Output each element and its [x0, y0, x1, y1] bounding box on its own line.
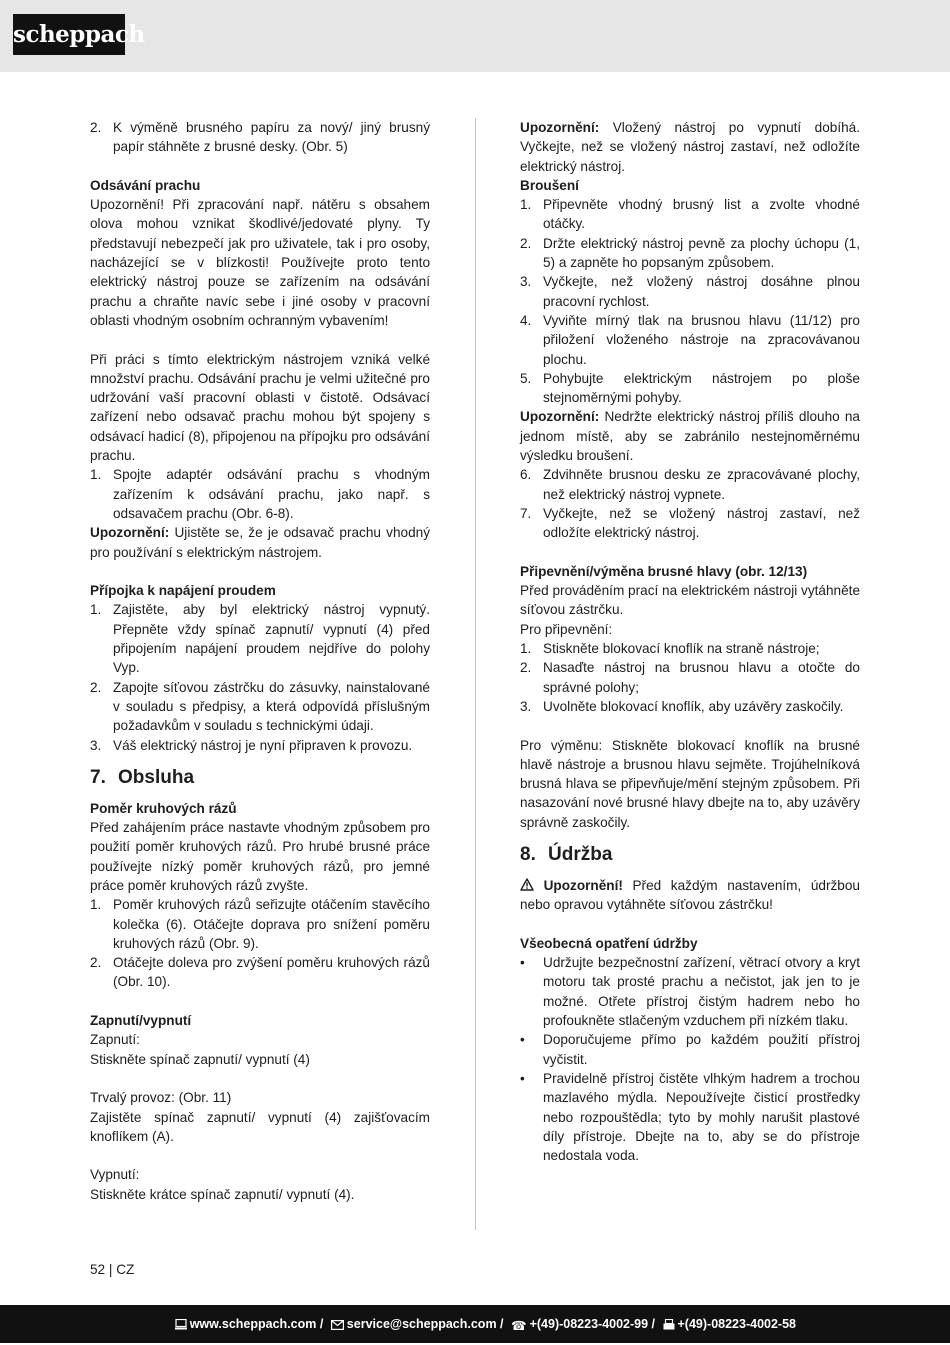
section-8-title: 8. Údržba	[520, 843, 613, 865]
maintenance-warning: Upozornění! Před každým nastavením, údržbou nebo opravou vytáhněte síťovou zástrčku!	[520, 877, 860, 913]
list-item: 1. Poměr kruhových rázů seřizujte otáčením stavěcího kolečka (6). Otáčejte doprava pro snížení poměru kruhových rázů (Obr. 9).	[90, 897, 430, 951]
mail-icon	[331, 1320, 344, 1330]
fax-icon	[663, 1319, 675, 1330]
grind-heading: Broušení	[520, 177, 579, 193]
footer-web[interactable]: www.scheppach.com /	[189, 1317, 324, 1331]
mount-heading: Připevnění/výměna brusné hlavy (obr. 12/13)	[520, 563, 808, 579]
list-item: 3. Uvolněte blokovací knoflík, aby uzávěry zaskočily.	[520, 698, 844, 714]
list-item: 5. Pohybujte elektrickým nástrojem po ploše stejnoměrnými pohyby.	[520, 370, 860, 406]
list-item: • Doporučujeme přímo po každém použití přístroj vyčistit.	[520, 1032, 860, 1067]
footer-phone: +(49)-08223-4002-99 /	[529, 1317, 656, 1331]
footer-bar	[0, 1305, 950, 1343]
note-2: Upozornění: Nedržte elektrický nástroj příliš dlouho na jednom místě, aby se zabránilo nestejnoměrnému výsledku broušení.	[520, 409, 860, 464]
dust-note: Upozornění: Ujistěte se, že je odsavač prachu vhodný pro používání s elektrickým nástrojem.	[90, 525, 430, 560]
off-label: Vypnutí:	[90, 1167, 140, 1183]
list-item: 1. Stiskněte blokovací knoflík na straně nástroje;	[520, 641, 820, 657]
computer-icon	[175, 1319, 187, 1330]
list-item: • Udržujte bezpečnostní zařízení, větrací otvory a kryt motoru tak prosté prachu a nečistot, jak jen to je možné. Otřete přístroj čistým hadrem nebo ho profoukněte stlačeným vzduchem při nízkém tlaku.	[520, 955, 860, 1029]
off-text: Stiskněte krátce spínač zapnutí/ vypnutí (4).	[90, 1186, 355, 1202]
list-item: 6. Zdvihněte brusnou desku ze zpracovávané plochy, než elektrický nástroj vypnete.	[520, 467, 860, 502]
list-item: 2. Nasaďte nástroj na brusnou hlavu a otočte do správné polohy;	[520, 660, 860, 695]
orbit-paragraph: Před zahájením práce nastavte vhodným způsobem pro použití poměr kruhových rázů. Pro hrubé brusné práce používejte nízký poměr kruhových rázů, pro jemné práce poměr kruhových rázů zvyšte.	[90, 820, 430, 893]
onoff-heading: Zapnutí/vypnutí	[90, 1013, 192, 1029]
column-divider	[475, 118, 476, 1230]
scheppach-logo: scheppach	[13, 14, 125, 55]
orbit-heading: Poměr kruhových rázů	[90, 800, 237, 816]
power-heading: Přípojka k napájení proudem	[90, 583, 276, 599]
warning-triangle-icon	[520, 878, 534, 891]
list-item: 2. Zapojte síťovou zástrčku do zásuvky, nainstalované v souladu s předpisy, a která odpovídá příslušným požadavkům v souladu s technickými údaji.	[90, 679, 430, 734]
continuous-text: Zajistěte spínač zapnutí/ vypnutí (4) zajišťovacím knoflíkem (A).	[90, 1109, 430, 1144]
list-item: 4. Vyviňte mírný tlak na brusnou hlavu (11/12) pro přiložení vloženého nástroje na zpracovávanou plochu.	[520, 312, 860, 367]
list-item: 1. Zajistěte, aby byl elektrický nástroj vypnutý. Přepněte vždy spínač zapnutí/ vypnutí (4) před připojením napájení proudem nejdříve do polohy Vyp.	[90, 602, 430, 676]
maintenance-heading: Všeobecná opatření údržby	[520, 935, 698, 951]
mount-label: Pro připevnění:	[520, 621, 613, 637]
on-label: Zapnutí:	[90, 1032, 140, 1048]
list-item: • Pravidelně přístroj čistěte vlhkým hadrem a trochou mazlavého mýdla. Nepoužívejte čisticí prostředky nebo rozpouštědla; tyto by mohly narušit plastové díly přístroje. Dbejte na to, aby se do přístroje nedostala voda.	[520, 1070, 860, 1164]
list-item: 2. K výměně brusného papíru za nový/ jiný brusný papír stáhněte z brusné desky. (Obr. 5)	[90, 120, 430, 155]
page-number: 52 | CZ	[90, 1262, 135, 1277]
replace-paragraph: Pro výměnu: Stiskněte blokovací knoflík na brusné hlavě nástroje a brusnou hlavu sejměte. Trojúhelníková brusná hlava se připevňuje/mění stejným způsobem. Při nasazování nové brusné hlavy dbejte na to, aby uzávěry správně zaskočily.	[520, 737, 860, 830]
list-item: 1. Připevněte vhodný brusný list a zvolte vhodné otáčky.	[520, 197, 860, 232]
list-item: 3. Vyčkejte, než vložený nástroj dosáhne plnou pracovní rychlost.	[520, 274, 860, 309]
dust-heading: Odsávání prachu	[90, 177, 201, 193]
section-7-title: 7. Obsluha	[90, 766, 195, 788]
list-item: 2. Držte elektrický nástroj pevně za plochy úchopu (1, 5) a zapněte ho popsaným způsobem.	[520, 235, 860, 271]
list-item: 7. Vyčkejte, než se vložený nástroj zastaví, než odložíte elektrický nástroj.	[520, 505, 860, 541]
dust-paragraph: Při práci s tímto elektrickým nástrojem vzniká velké množství prachu. Odsávání prachu je velmi užitečné pro udržování vaší pracovní oblasti v čistotě. Odsávací zařízení nebo odsavač prachu mohou být spojeny s odsávací hadicí (8), připojenou na přípojku pro odsávání prachu.	[90, 351, 430, 464]
footer-mail[interactable]: service@scheppach.com /	[346, 1317, 504, 1331]
mount-paragraph: Před prováděním prací na elektrickém nástroji vytáhněte síťovou zástrčku.	[520, 583, 861, 618]
list-item: 2. Otáčejte doleva pro zvýšení poměru kruhových rázů (Obr. 10).	[90, 955, 430, 990]
on-text: Stiskněte spínač zapnutí/ vypnutí (4)	[90, 1051, 310, 1067]
note-1: Upozornění: Vložený nástroj po vypnutí dobíhá. Vyčkejte, než se vložený nástroj zastaví, než odložíte elektrický nástroj.	[520, 120, 860, 174]
continuous-label: Trvalý provoz: (Obr. 11)	[90, 1090, 232, 1106]
right-column	[520, 118, 860, 1165]
list-item: 1. Spojte adaptér odsávání prachu s vhodným zařízením k odsávání prachu, jako např. s odsavačem prachu (Obr. 6-8).	[90, 467, 430, 521]
header-bar	[0, 0, 950, 72]
list-item: 3. Váš elektrický nástroj je nyní připraven k provozu.	[90, 737, 413, 753]
dust-warning-paragraph: Upozornění! Při zpracování např. nátěru s obsahem olova mohou vznikat škodlivé/jedovaté plyny. Ty představují nebezpečí jak pro uživatele, tak i pro osoby, nacházející se v blízkosti! Používejte proto tento elektrický nástroj pouze se zařízením na odsávání prachu a chraňte navíc sebe i jiné osoby v pracovní oblasti vhodným osobním ochranným vybavením!	[90, 197, 430, 328]
left-column	[90, 118, 430, 1204]
footer-fax: +(49)-08223-4002-58	[677, 1317, 796, 1331]
phone-icon: ☎	[511, 1319, 527, 1333]
